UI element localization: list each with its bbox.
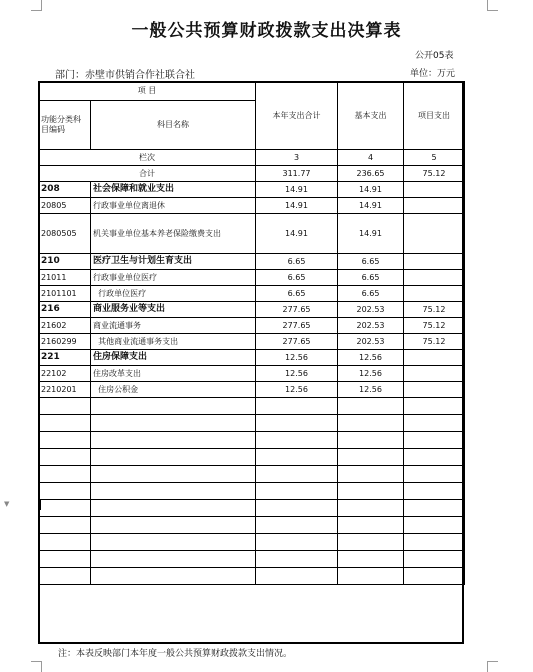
row-basic: 6.65 [338,254,404,270]
row-total: 6.65 [256,254,338,270]
table-row [39,382,465,398]
row-project: 75.12 [404,318,465,334]
empty-cell [338,432,404,449]
empty-cell [338,415,404,432]
empty-row [39,432,465,449]
empty-cell [91,551,256,568]
row-code: 216 [39,302,91,318]
empty-cell [404,415,465,432]
row-total: 277.65 [256,318,338,334]
header-basic: 基本支出 [338,82,404,150]
row-name: 社会保障和就业支出 [91,182,256,198]
empty-cell [91,534,256,551]
row-project [404,214,465,254]
row-basic: 12.56 [338,382,404,398]
empty-cell [256,415,338,432]
empty-cell [91,466,256,483]
empty-row [39,551,465,568]
header-item: 项 目 [39,82,256,101]
empty-cell [404,500,465,517]
table-row [39,350,465,366]
row-basic: 6.65 [338,270,404,286]
column-index: 3 [256,150,338,166]
empty-cell [256,398,338,415]
row-total: 6.65 [256,270,338,286]
row-basic: 14.91 [338,182,404,198]
row-total: 12.56 [256,350,338,366]
header-name: 科目名称 [91,101,256,150]
table-note: 注：本表反映部门本年度一般公共预算财政拨款支出情况。 [58,649,293,659]
row-total: 14.91 [256,214,338,254]
table-row [39,214,465,254]
empty-row [39,466,465,483]
department-line [55,66,195,81]
row-name: 其他商业流通事务支出 [91,334,256,350]
table-row [39,182,465,198]
row-name: 医疗卫生与计划生育支出 [91,254,256,270]
row-project [404,382,465,398]
empty-cell [91,500,256,517]
empty-cell [91,415,256,432]
row-code: 21011 [39,270,91,286]
row-code: 2080505 [39,214,91,254]
empty-row [39,415,465,432]
empty-cell [404,449,465,466]
header-code: 功能分类科目编码 [39,101,91,150]
row-code: 210 [39,254,91,270]
table-row [39,302,465,318]
document-title: 一般公共预算财政拨款支出决算表 [131,21,402,41]
empty-cell [338,483,404,500]
empty-cell [338,568,404,585]
empty-cell [338,449,404,466]
page-corner-mark [31,661,42,672]
empty-cell [39,568,91,585]
empty-cell [39,398,91,415]
empty-cell [404,432,465,449]
row-basic: 6.65 [338,286,404,302]
empty-row [39,398,465,415]
empty-cell [256,568,338,585]
empty-cell [338,551,404,568]
row-project [404,270,465,286]
row-total: 277.65 [256,334,338,350]
empty-cell [39,466,91,483]
empty-cell [91,398,256,415]
empty-row [39,449,465,466]
empty-cell [39,432,91,449]
table-row [39,334,465,350]
table-row [39,254,465,270]
row-basic: 12.56 [338,366,404,382]
row-project: 75.12 [404,302,465,318]
row-basic: 14.91 [338,198,404,214]
empty-row [39,517,465,534]
empty-cell [338,500,404,517]
department-name: 赤壁市供销合作社联合社 [85,70,195,81]
page-corner-mark [487,0,498,11]
empty-cell [404,568,465,585]
empty-cell [256,551,338,568]
row-project [404,366,465,382]
row-name: 行政事业单位医疗 [91,270,256,286]
page-corner-mark [31,0,42,11]
unit-label: 单位：万元 [410,69,456,79]
row-name: 住房改革支出 [91,366,256,382]
row-name: 商业服务业等支出 [91,302,256,318]
sum-label: 合计 [39,166,256,182]
row-total: 277.65 [256,302,338,318]
expenditure-table [38,81,465,585]
table-row [39,286,465,302]
row-code: 2160299 [39,334,91,350]
column-index: 4 [338,150,404,166]
empty-cell [338,398,404,415]
empty-cell [338,534,404,551]
row-total: 12.56 [256,366,338,382]
department-label: 部门： [55,70,85,81]
header-total: 本年支出合计 [256,82,338,150]
empty-cell [256,432,338,449]
row-project [404,350,465,366]
ruler-marker-icon: ▼ [4,500,10,508]
sum-total: 311.77 [256,166,338,182]
empty-cell [91,432,256,449]
text-cursor [39,500,41,510]
empty-cell [39,551,91,568]
row-project [404,286,465,302]
empty-cell [404,551,465,568]
empty-cell [256,483,338,500]
empty-cell [404,517,465,534]
form-number: 公开05表 [415,51,454,61]
empty-cell [91,517,256,534]
empty-cell [338,466,404,483]
empty-cell [338,517,404,534]
sum-basic: 236.65 [338,166,404,182]
empty-cell [256,500,338,517]
row-code: 2210201 [39,382,91,398]
row-basic: 14.91 [338,214,404,254]
row-name: 行政单位医疗 [91,286,256,302]
row-total: 12.56 [256,382,338,398]
row-total: 14.91 [256,182,338,198]
row-basic: 202.53 [338,302,404,318]
sum-project: 75.12 [404,166,465,182]
empty-row [39,483,465,500]
empty-cell [404,398,465,415]
empty-cell [404,534,465,551]
empty-row [39,500,465,517]
table-row [39,270,465,286]
row-project [404,254,465,270]
empty-cell [39,517,91,534]
row-project: 75.12 [404,334,465,350]
empty-cell [39,500,91,517]
column-index: 5 [404,150,465,166]
row-code: 22102 [39,366,91,382]
row-code: 221 [39,350,91,366]
row-code: 20805 [39,198,91,214]
row-name: 住房保障支出 [91,350,256,366]
row-project [404,182,465,198]
empty-row [39,534,465,551]
row-basic: 202.53 [338,334,404,350]
empty-cell [256,517,338,534]
empty-cell [91,568,256,585]
empty-cell [404,483,465,500]
row-name: 商业流通事务 [91,318,256,334]
empty-cell [91,449,256,466]
row-project [404,198,465,214]
empty-cell [39,483,91,500]
empty-cell [256,466,338,483]
empty-cell [256,534,338,551]
row-total: 14.91 [256,198,338,214]
row-basic: 202.53 [338,318,404,334]
header-project: 项目支出 [404,82,465,150]
row-name: 行政事业单位离退休 [91,198,256,214]
empty-cell [256,449,338,466]
row-code: 2101101 [39,286,91,302]
empty-cell [404,466,465,483]
row-code: 21602 [39,318,91,334]
row-total: 6.65 [256,286,338,302]
row-basic: 12.56 [338,350,404,366]
row-name: 机关事业单位基本养老保险缴费支出 [91,214,256,254]
table-row [39,366,465,382]
empty-cell [91,483,256,500]
table-row [39,318,465,334]
empty-row [39,568,465,585]
row-code: 208 [39,182,91,198]
table-row [39,198,465,214]
column-index-label: 栏次 [39,150,256,166]
empty-cell [39,415,91,432]
empty-cell [39,534,91,551]
empty-cell [39,449,91,466]
page-corner-mark [487,661,498,672]
row-name: 住房公积金 [91,382,256,398]
